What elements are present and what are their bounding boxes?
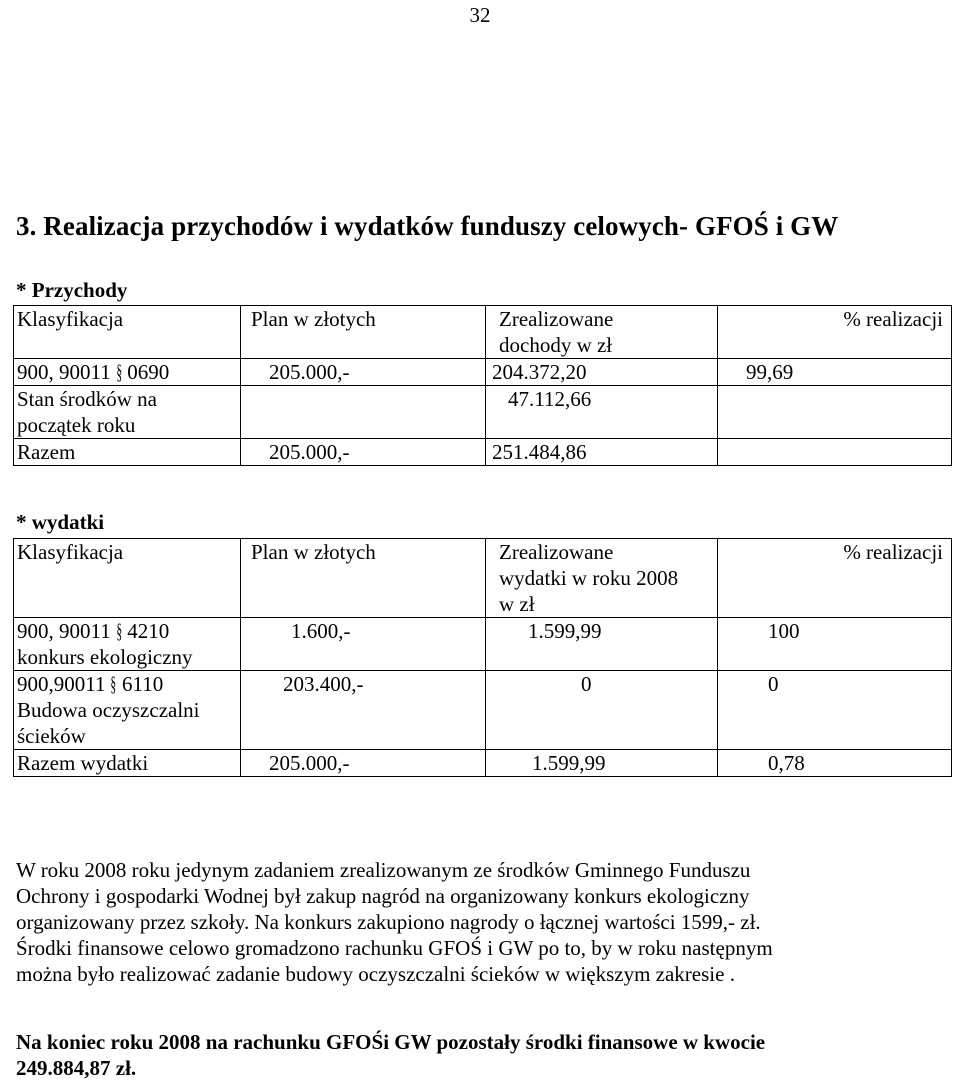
table-cell: 0 xyxy=(486,671,718,750)
table-row xyxy=(14,671,952,750)
header-cell: Plan w złotych xyxy=(241,539,486,618)
table-row xyxy=(14,359,952,386)
expenses-table xyxy=(13,538,952,777)
table-cell: Razem wydatki xyxy=(14,750,241,777)
table-cell: 47.112,66 xyxy=(486,386,718,439)
table-row xyxy=(14,439,952,466)
table-cell: 99,69 xyxy=(718,359,952,386)
table-cell: 100 xyxy=(718,618,952,671)
paragraph-line: Środki finansowe celowo gromadzono rachunku GFOŚ i GW po to, by w roku następnym xyxy=(16,936,773,960)
header-cell: Klasyfikacja xyxy=(14,306,241,359)
paragraph-line: 249.884,87 zł. xyxy=(16,1056,137,1080)
table-cell: 251.484,86 xyxy=(486,439,718,466)
section-sign-icon: § xyxy=(110,672,117,696)
paragraph-line: organizowany przez szkoły. Na konkurs zakupiono nagrody o łącznej wartości 1599,- zł. xyxy=(16,910,761,934)
paragraph-line: W roku 2008 roku jedynym zadaniem zrealizowanym ze środków Gminnego Funduszu xyxy=(16,858,751,882)
paragraph-line: Na koniec roku 2008 na rachunku GFOŚi GW pozostały środki finansowe w kwocie xyxy=(16,1030,766,1054)
conclusion-paragraph xyxy=(16,1029,765,1081)
section-sign-icon: § xyxy=(116,619,122,643)
expenses-label: * wydatki xyxy=(16,510,105,534)
table-cell: Stan środków na początek roku xyxy=(14,386,241,439)
table-cell: 205.000,- xyxy=(241,750,486,777)
table-cell: 204.372,20 xyxy=(486,359,718,386)
page-number: 32 xyxy=(469,3,491,27)
table-cell: 1.600,- xyxy=(241,618,486,671)
income-table xyxy=(13,305,952,466)
section-sign-icon: § xyxy=(116,360,122,384)
income-label: * Przychody xyxy=(16,278,128,302)
header-cell: Klasyfikacja xyxy=(14,539,241,618)
table-cell: 900,90011 § 6110 Budowa oczyszczalni ścieków xyxy=(14,671,241,750)
table-cell: 1.599,99 xyxy=(486,750,718,777)
table-cell xyxy=(718,439,952,466)
header-cell: % realizacji xyxy=(718,306,952,359)
table-cell: Razem xyxy=(14,439,241,466)
table-cell: 900, 90011 § 4210 konkurs ekologiczny xyxy=(14,618,241,671)
section-heading: 3. Realizacja przychodów i wydatków funduszy celowych- GFOŚ i GW xyxy=(16,211,839,241)
table-row xyxy=(14,750,952,777)
header-cell: % realizacji xyxy=(718,539,952,618)
table-cell: 205.000,- xyxy=(241,439,486,466)
table-cell: 1.599,99 xyxy=(486,618,718,671)
table-cell: 203.400,- xyxy=(241,671,486,750)
table-cell: 0 xyxy=(718,671,952,750)
table-cell: 900, 90011 § 0690 xyxy=(14,359,241,386)
paragraph-line: można było realizować zadanie budowy oczyszczalni ścieków w większym zakresie . xyxy=(16,962,735,986)
table-cell: 0,78 xyxy=(718,750,952,777)
table-header-row xyxy=(14,306,952,359)
header-cell: Zrealizowane wydatki w roku 2008 w zł xyxy=(486,539,718,618)
header-cell: Plan w złotych xyxy=(241,306,486,359)
table-cell xyxy=(718,386,952,439)
table-row xyxy=(14,618,952,671)
description-paragraph xyxy=(16,857,773,987)
table-cell: 205.000,- xyxy=(241,359,486,386)
header-cell: Zrealizowane dochody w zł xyxy=(486,306,718,359)
table-row xyxy=(14,386,952,439)
table-header-row xyxy=(14,539,952,618)
paragraph-line: Ochrony i gospodarki Wodnej był zakup nagród na organizowany konkurs ekologiczny xyxy=(16,884,750,908)
table-cell xyxy=(241,386,486,439)
